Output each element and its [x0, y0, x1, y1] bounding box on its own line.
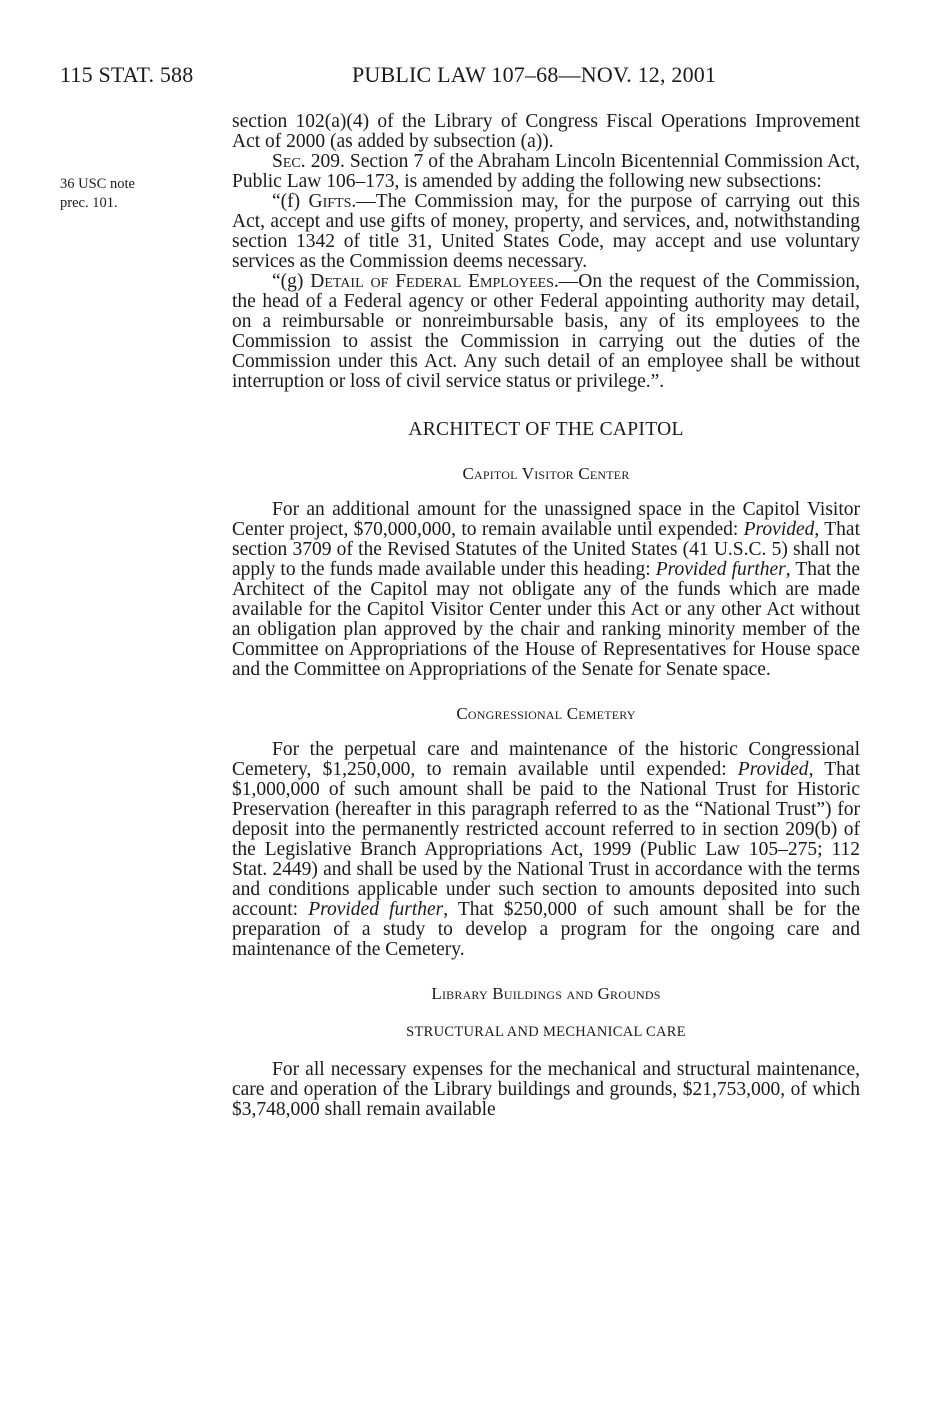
margin-note-line: prec. 101.	[60, 195, 118, 211]
heading-library-buildings-and-grounds: Library Buildings and Grounds	[431, 984, 661, 1003]
cemetery-text-2: , That $1,000,000 of such amount shall be paid to the National Trust for Historic Preservation (hereafter in this paragraph referred to as the “National Trust”) for deposit into the permanently restricted account referred to in section 209(b) of the Legislative Branch Appropriations Act, 1999 (Public Law 105–275; 112 Stat. 2449) and shall be used by the National Trust in accordance with the terms and conditions applicable under such section to amounts deposited into such account:	[232, 759, 860, 920]
subsection-f-prefix: “(f)	[272, 191, 309, 212]
document-body	[232, 112, 860, 1120]
subsection-f-text: —The Commission may, for the purpose of carrying out this Act, accept and use gifts of money, property, and services, and, notwithstanding section 1342 of title 31, United States Code, may accept and use voluntary services as the Commission deems necessary.	[232, 191, 860, 272]
congressional-cemetery-paragraph	[232, 740, 860, 960]
cvc-provided: Provided	[743, 519, 815, 540]
section-209-paragraph	[232, 152, 860, 192]
subsection-g-paragraph	[232, 272, 860, 392]
paragraph-continuation: section 102(a)(4) of the Library of Congress Fiscal Operations Improvement Act of 2000 (as added by subsection (a)).	[232, 111, 860, 152]
library-care-paragraph: For all necessary expenses for the mechanical and structural maintenance, care and operation of the Library buildings and grounds, $21,753,000, of which $3,748,000 shall remain available	[232, 1059, 860, 1120]
cvc-text-1: For an additional amount for the unassigned space in the Capitol Visitor Center project, $70,000,000, to remain available until expended:	[232, 499, 860, 540]
cvc-text-3: , That the Architect of the Capitol may not obligate any of the funds which are made available for the Capitol Visitor Center under this Act or any other Act without an obligation plan approved by the chair and ranking minority member of the Committee on Appropriations of the House of Representatives for House space and the Committee on Appropriations of the Senate for Senate space.	[232, 559, 860, 680]
sec-label: Sec.	[272, 151, 306, 172]
cemetery-text-3: , That $250,000 of such amount shall be for the preparation of a study to develop a program for the ongoing care and maintenance of the Cemetery.	[232, 899, 861, 960]
margin-citation-note	[60, 175, 200, 213]
capitol-visitor-center-paragraph	[232, 500, 860, 680]
heading-congressional-cemetery: Congressional Cemetery	[456, 704, 636, 723]
margin-note-line: 36 USC note	[60, 176, 135, 192]
subsection-g-text: —On the request of the Commission, the head of a Federal agency or other Federal appointing authority may detail, on a reimbursable or nonreimbursable basis, any of its employees to the Commission to assist the Commission in carrying out the duties of the Commission under this Act. Any such detail of an employee shall be without interruption or loss of civil service status or privilege.”.	[232, 271, 860, 392]
cemetery-provided: Provided	[737, 759, 809, 780]
cemetery-text-1: For the perpetual care and maintenance of the historic Congressional Cemetery, $1,250,000, to remain available until expended:	[232, 739, 860, 780]
stat-page-number: 115 STAT. 588	[60, 62, 194, 87]
cvc-text-2: , That section 3709 of the Revised Statutes of the United States (41 U.S.C. 5) shall not apply to the funds made available under this heading:	[232, 519, 860, 580]
cemetery-provided-further: Provided further	[308, 899, 444, 920]
heading-capitol-visitor-center: Capitol Visitor Center	[462, 464, 630, 483]
subsection-f-heading: Gifts.	[308, 191, 357, 212]
subsection-f-paragraph	[232, 192, 860, 272]
heading-structural-and-mechanical-care: STRUCTURAL AND MECHANICAL CARE	[406, 1024, 686, 1040]
subsection-g-heading: Detail of Federal Employees.	[310, 271, 559, 292]
cvc-provided-further: Provided further	[655, 559, 786, 580]
public-law-title: PUBLIC LAW 107–68—NOV. 12, 2001	[352, 62, 717, 87]
sec-209-text: 209. Section 7 of the Abraham Lincoln Bicentennial Commission Act, Public Law 106–173, is amended by adding the following new subsections:	[232, 151, 860, 192]
running-header	[60, 62, 890, 92]
heading-architect-of-the-capitol: ARCHITECT OF THE CAPITOL	[408, 419, 684, 440]
subsection-g-prefix: “(g)	[272, 271, 311, 292]
